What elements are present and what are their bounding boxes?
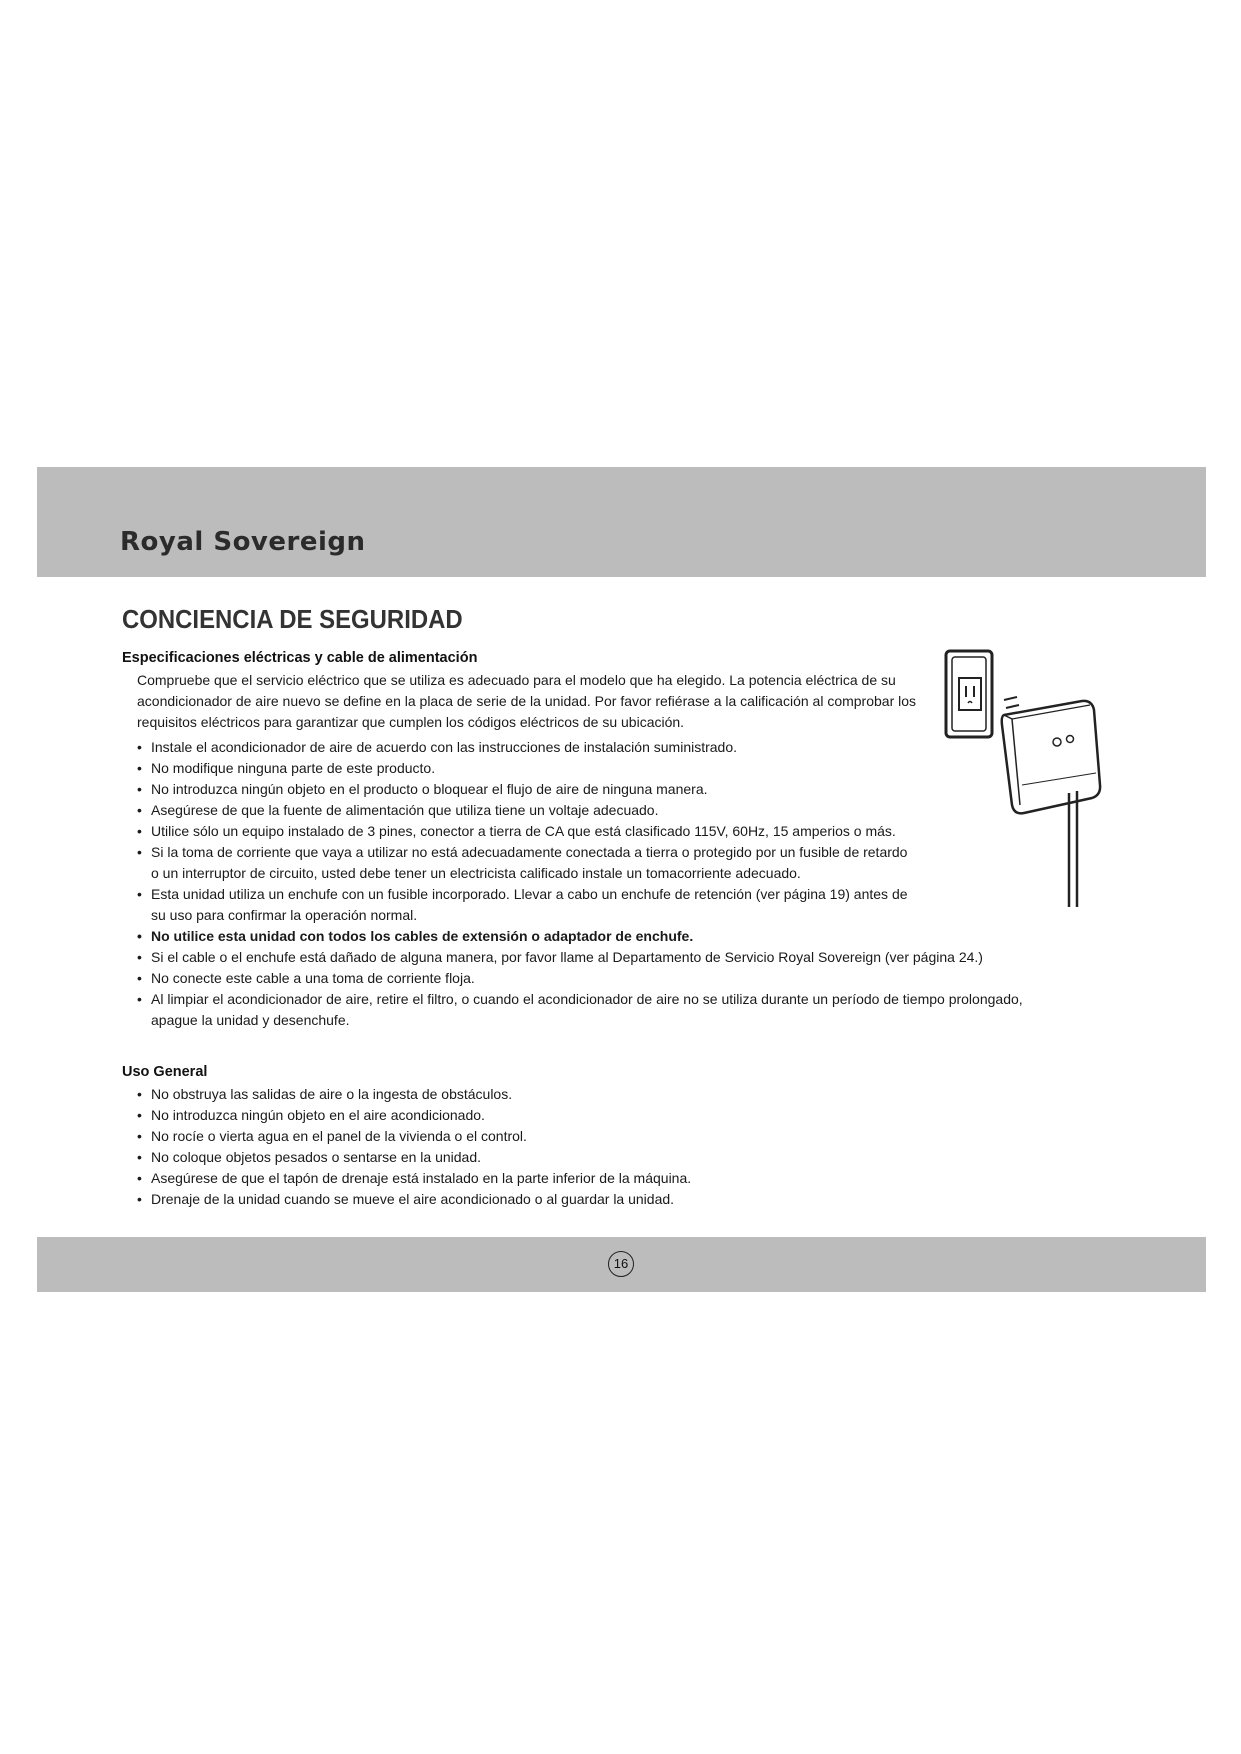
page-number: 16 [608, 1251, 634, 1277]
electrical-section-title: Especificaciones eléctricas y cable de alimentación [122, 650, 478, 666]
list-item: • No introduzca ningún objeto en el producto o bloquear el flujo de aire de ninguna manera. [137, 779, 1037, 800]
list-item: • Utilice sólo un equipo instalado de 3 pines, conector a tierra de CA que está clasificado 115V, 60Hz, 15 amperios o más. [137, 821, 1037, 842]
list-item: • No rocíe o vierta agua en el panel de la vivienda o el control. [137, 1126, 917, 1147]
list-item: • Si el cable o el enchufe está dañado de alguna manera, por favor llame al Departamento de Servicio Royal Sovereign (ver página 24.) [137, 947, 1037, 968]
electrical-intro: Compruebe que el servicio eléctrico que se utiliza es adecuado para el modelo que ha elegido. La potencia eléctrica de su acondicionador de aire nuevo se define en la placa de serie de la unidad. Por favor refiérase a la calificación al comprobar los requisitos eléctricos para garantizar que cumplen los códigos eléctricos de su ubicación. [137, 672, 917, 730]
list-item: • Si la toma de corriente que vaya a utilizar no está adecuadamente conectada a tierra o protegido por un fusible de retardo o un interruptor de circuito, usted debe tener un electricista calificado instale un tomacorriente adecuado. [137, 842, 911, 884]
general-section-title: Uso General [122, 1064, 208, 1080]
page-content [37, 577, 1206, 1237]
general-bullet-list [137, 1084, 917, 1210]
wall-outlet-plug-illustration-icon [942, 645, 1152, 915]
page-title: CONCIENCIA DE SEGURIDAD [122, 604, 463, 634]
list-item-warning: • No utilice esta unidad con todos los cables de extensión o adaptador de enchufe. [137, 926, 1037, 947]
list-item: • No obstruya las salidas de aire o la ingesta de obstáculos. [137, 1084, 917, 1105]
list-item: • No introduzca ningún objeto en el aire acondicionado. [137, 1105, 917, 1126]
footer-band [37, 1237, 1206, 1292]
list-item: • Asegúrese de que el tapón de drenaje está instalado en la parte inferior de la máquina. [137, 1168, 917, 1189]
electrical-bullet-list [137, 737, 1037, 1031]
list-item: • No modifique ninguna parte de este producto. [137, 758, 1037, 779]
list-item: • No conecte este cable a una toma de corriente floja. [137, 968, 1037, 989]
list-item: • Al limpiar el acondicionador de aire, retire el filtro, o cuando el acondicionador de aire no se utiliza durante un período de tiempo prolongado, apague la unidad y desenchufe. [137, 989, 1037, 1031]
header-band [37, 467, 1206, 577]
brand-logo: Royal Sovereign [120, 527, 366, 557]
list-item: • Drenaje de la unidad cuando se mueve el aire acondicionado o al guardar la unidad. [137, 1189, 917, 1210]
list-item: • Asegúrese de que la fuente de alimentación que utiliza tiene un voltaje adecuado. [137, 800, 1037, 821]
list-item: • Instale el acondicionador de aire de acuerdo con las instrucciones de instalación suministrado. [137, 737, 1037, 758]
list-item: • Esta unidad utiliza un enchufe con un fusible incorporado. Llevar a cabo un enchufe de retención (ver página 19) antes de su uso para confirmar la operación normal. [137, 884, 911, 926]
list-item: • No coloque objetos pesados o sentarse en la unidad. [137, 1147, 917, 1168]
